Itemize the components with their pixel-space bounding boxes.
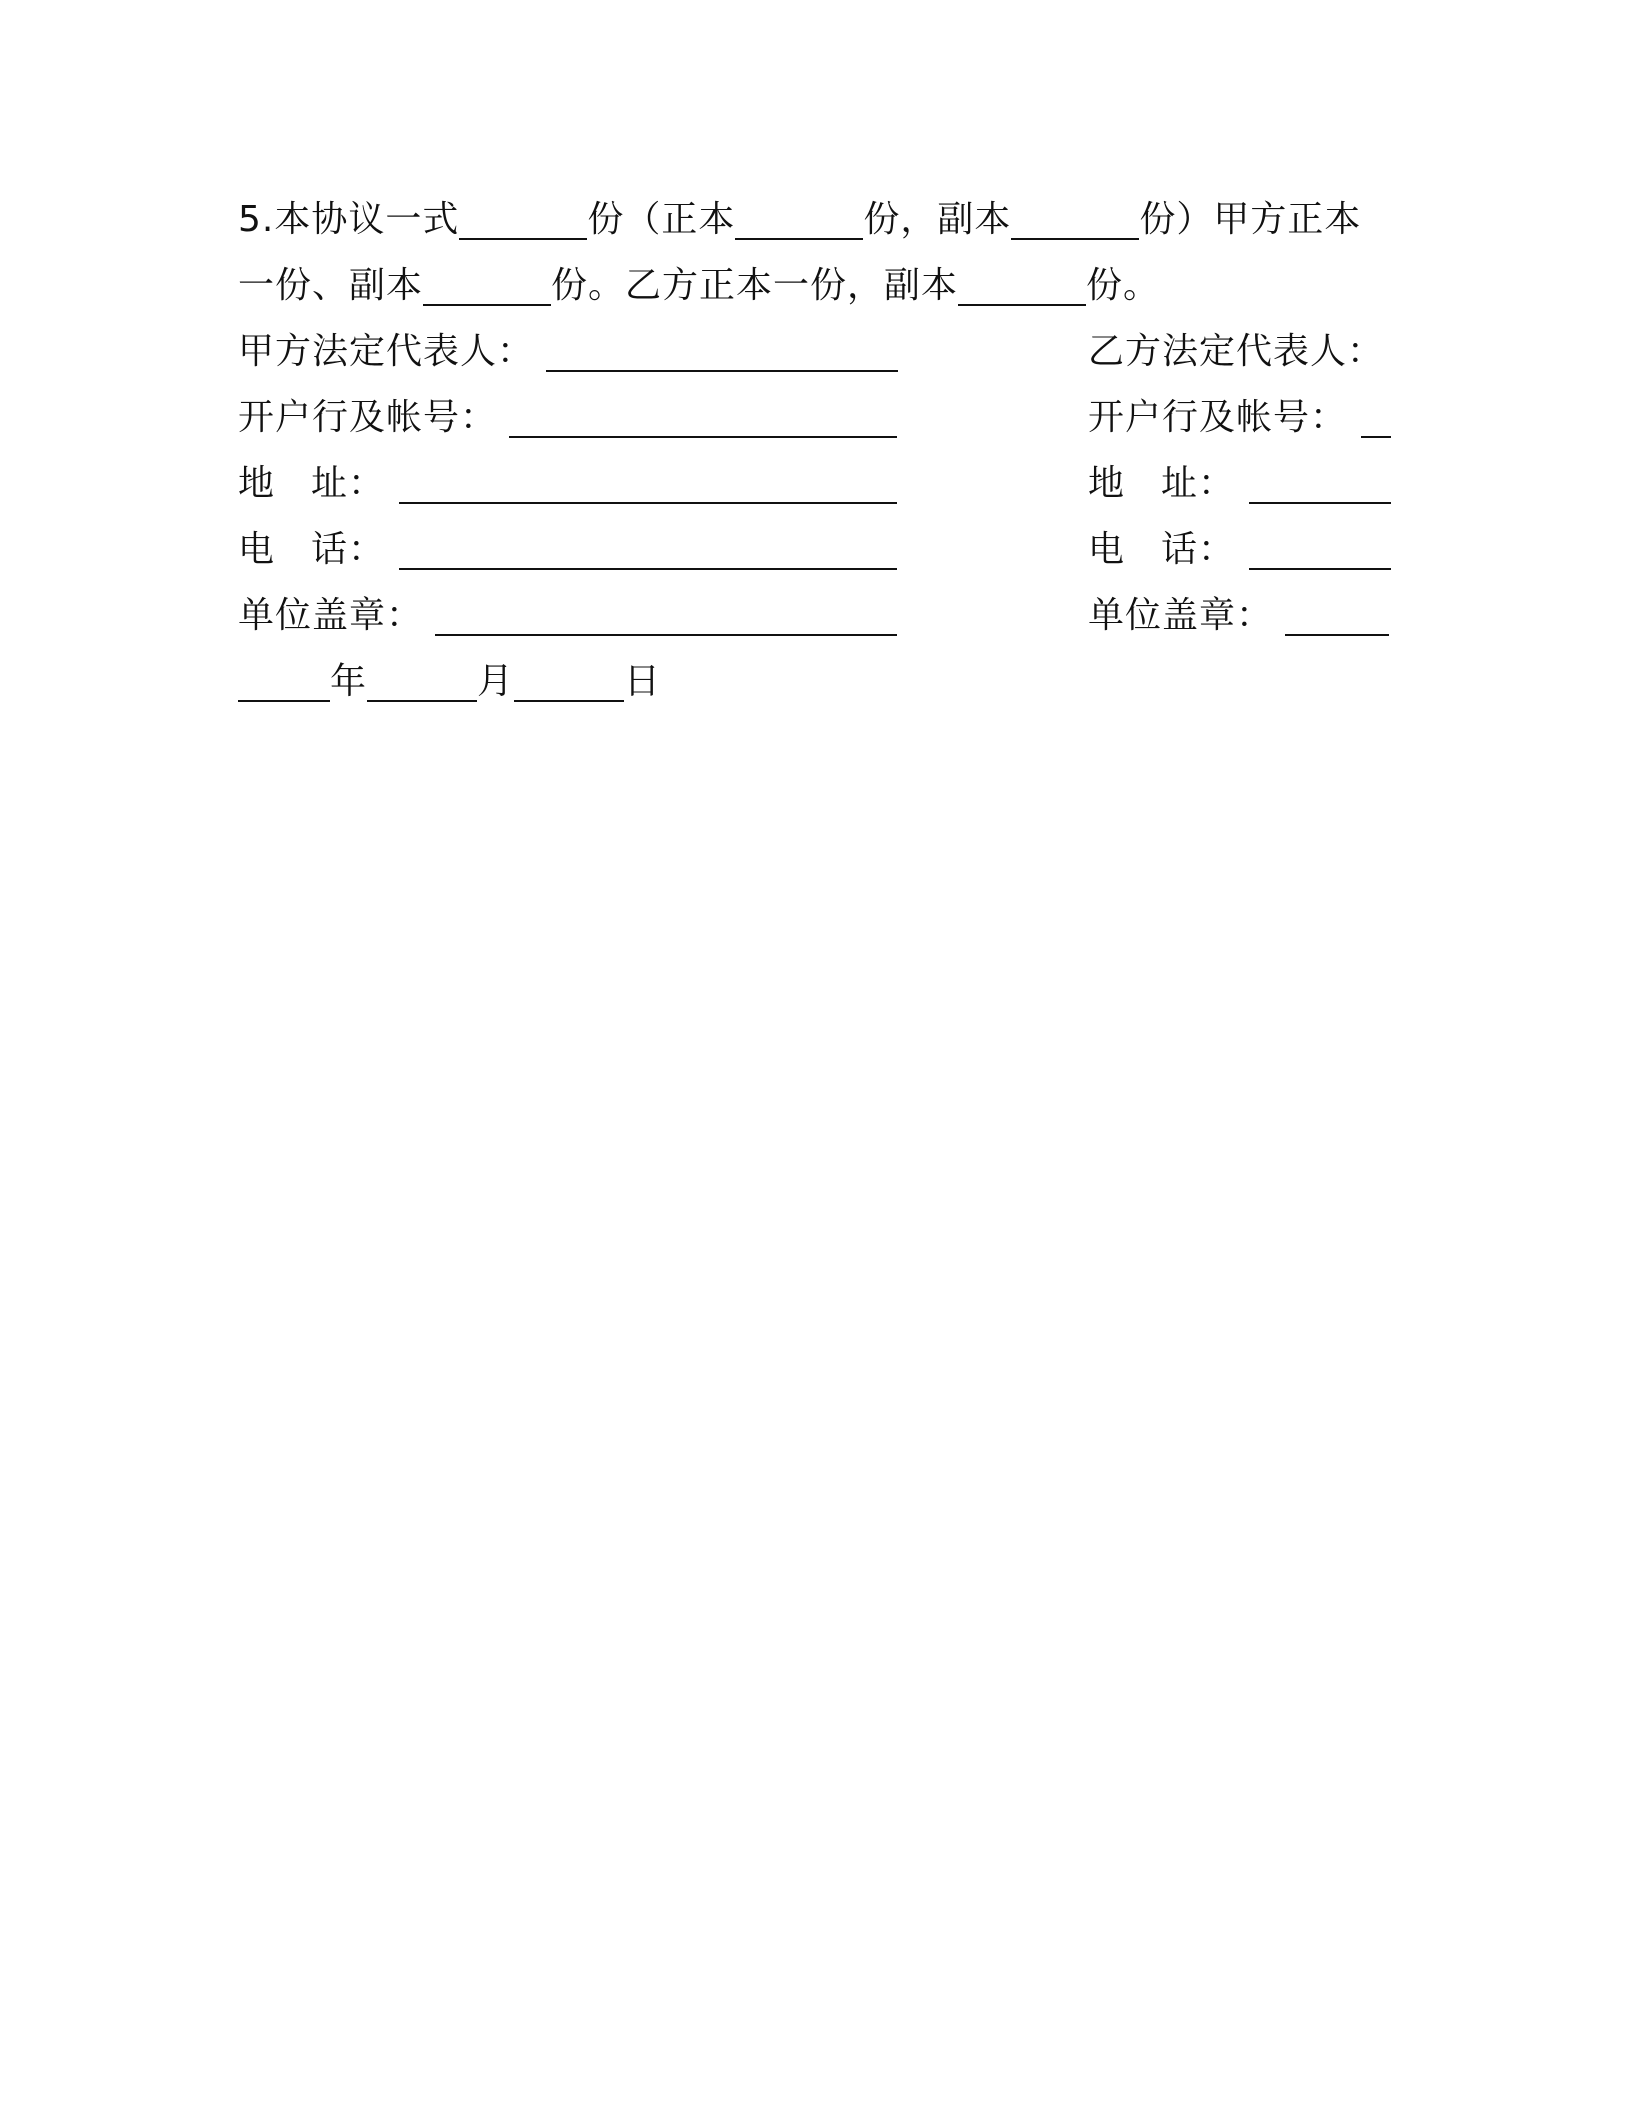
party-b-phone-field[interactable] [1249,532,1391,570]
month-label: 月 [477,661,515,702]
clause-text: 份）甲方正本 [1139,199,1362,240]
party-b-bank-row [1088,394,1391,442]
party-a-bank-label: 开户行及帐号： [238,397,498,438]
party-a-phone-field[interactable] [399,532,897,570]
party-b-address-row [1088,460,1391,508]
day-label: 日 [624,661,662,702]
party-b-seal-label: 单位盖章： [1088,595,1274,636]
clause-text: 份。乙方正本一份，副本 [551,265,959,306]
clause-text: 5.本协议一式 [238,199,460,240]
party-a-address-row [238,460,897,508]
party-a-duplicates-blank[interactable] [423,268,551,306]
clause-line-1 [238,196,1361,244]
party-b-address-field[interactable] [1249,466,1391,504]
party-a-legal-rep-row [238,328,898,376]
party-b-phone-row [1088,526,1391,574]
date-row [238,658,661,706]
clause-line-2 [238,262,1160,310]
party-a-address-label-1: 地 [238,463,276,504]
total-copies-blank[interactable] [459,202,587,240]
party-a-seal-row [238,592,897,640]
year-field[interactable] [238,664,330,702]
party-b-phone-label-1: 电 [1088,529,1126,570]
party-b-address-label-2: 址： [1161,463,1236,504]
party-b-duplicates-blank[interactable] [958,268,1086,306]
clause-text: 份。 [1086,265,1161,306]
party-b-address-label-1: 地 [1088,463,1126,504]
party-b-legal-rep-row [1088,328,1384,376]
originals-count-blank[interactable] [735,202,863,240]
party-b-legal-rep-label: 乙方法定代表人： [1088,331,1385,372]
party-a-bank-field[interactable] [509,400,897,438]
party-b-phone-label-2: 话： [1161,529,1236,570]
party-b-seal-field[interactable] [1285,598,1389,636]
party-b-bank-label: 开户行及帐号： [1088,397,1348,438]
party-a-address-label-2: 址： [311,463,386,504]
party-b-seal-row [1088,592,1389,640]
party-a-legal-rep-label: 甲方法定代表人： [238,331,535,372]
clause-text: 份（正本 [587,199,736,240]
party-a-phone-label-2: 话： [311,529,386,570]
duplicates-count-blank[interactable] [1011,202,1139,240]
day-field[interactable] [514,664,624,702]
party-a-bank-row [238,394,897,442]
clause-text: 一份、副本 [238,265,424,306]
party-a-legal-rep-field[interactable] [546,334,898,372]
year-label: 年 [330,661,368,702]
party-a-seal-label: 单位盖章： [238,595,424,636]
party-a-phone-row [238,526,897,574]
party-a-address-field[interactable] [399,466,897,504]
party-b-bank-field[interactable] [1361,400,1391,438]
party-a-phone-label-1: 电 [238,529,276,570]
clause-text: 份，副本 [863,199,1012,240]
month-field[interactable] [367,664,477,702]
party-a-seal-field[interactable] [435,598,897,636]
